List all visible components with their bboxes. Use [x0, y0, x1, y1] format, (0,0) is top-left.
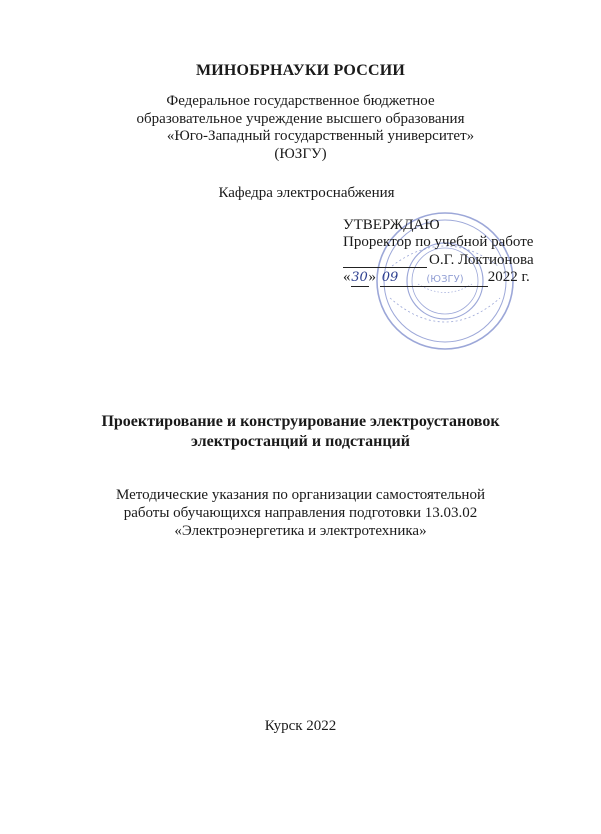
approval-signatory: О.Г. Локтионова [429, 252, 534, 268]
subtitle-line-3: «Электроэнергетика и электротехника» [174, 523, 427, 539]
signature-line [343, 267, 427, 268]
approval-date [343, 269, 530, 287]
subtitle-line-2: работы обучающихся направления подготовки 13.03.02 [123, 505, 478, 521]
document-title-line-1: Проектирование и конструирование электроустановок [101, 413, 500, 430]
date-open-quote: « [343, 269, 351, 285]
stamp-center-text: (ЮЗГУ) [426, 274, 464, 285]
ministry-name: МИНОБРНАУКИ РОССИИ [195, 62, 406, 79]
document-title-line-2: электростанций и подстанций [190, 433, 410, 450]
approval-heading: УТВЕРЖДАЮ [343, 217, 440, 233]
subtitle-line-1: Методические указания по организации самостоятельной [116, 487, 485, 503]
date-day: 30 [351, 270, 368, 285]
date-close-quote: » [368, 269, 376, 285]
approval-position: Проректор по учебной работе [343, 234, 534, 250]
university-line-3: «Юго-Западный государственный университет» [166, 128, 475, 144]
university-line-1: Федеральное государственное бюджетное [166, 93, 435, 109]
date-month: 09 [380, 269, 488, 287]
city-year: Курск 2022 [264, 718, 337, 734]
university-line-2: образовательное учреждение высшего образования [136, 111, 465, 127]
university-line-4: (ЮЗГУ) [274, 146, 327, 162]
department-name: Кафедра электроснабжения [218, 185, 395, 201]
date-year: 2022 г. [487, 269, 530, 285]
